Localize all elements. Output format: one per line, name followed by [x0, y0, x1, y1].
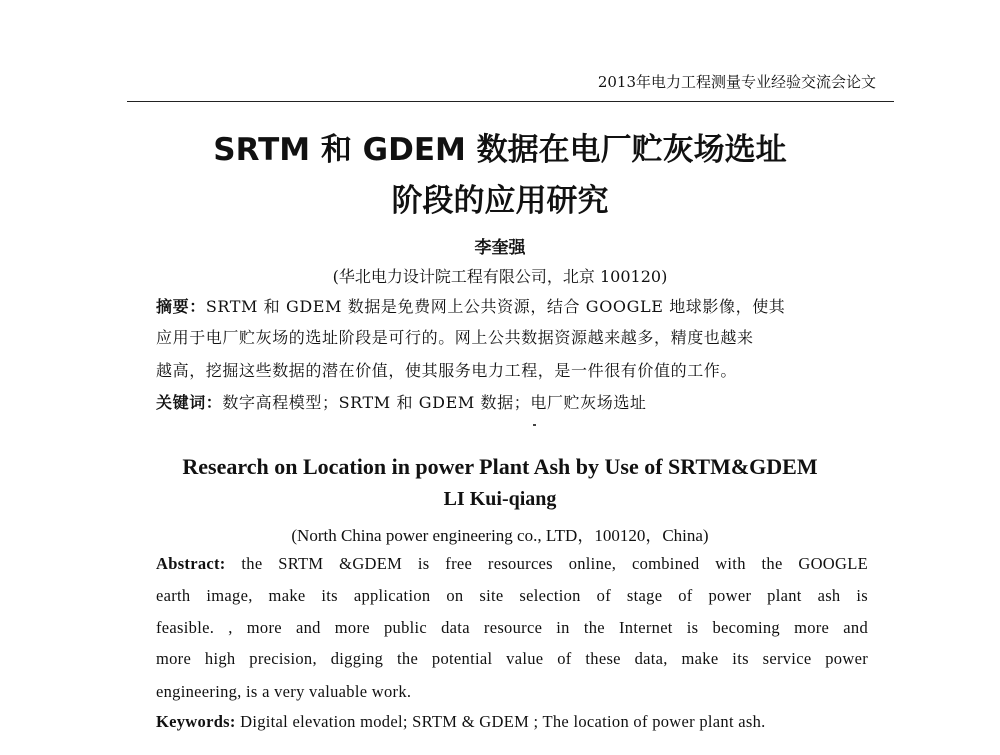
english-abstract-line-3: feasible. , more and more public data resource in the Internet is becoming more and: [156, 618, 868, 637]
chinese-abstract-line-1: [156, 294, 876, 317]
chinese-title-line-1: SRTM 和 GDEM 数据在电厂贮灰场选址: [213, 132, 787, 168]
english-affiliation: (North China power engineering co., LTD，100120，China): [291, 526, 709, 545]
english-keywords-text: Digital elevation model; SRTM & GDEM ; The location of power plant ash.: [240, 712, 766, 731]
chinese-title-line-2: 阶段的应用研究: [391, 183, 609, 219]
english-abstract-line-1: [156, 554, 868, 574]
english-abstract-label: Abstract:: [156, 554, 226, 573]
chinese-author: 李奎强: [474, 238, 526, 258]
chinese-keywords-text: 数字高程模型；SRTM 和 GDEM 数据；电厂贮灰场选址: [222, 393, 647, 412]
english-abstract-text-1: the SRTM &GDEM is free resources online, combined with the GOOGLE: [241, 554, 868, 573]
english-author: LI Kui-qiang: [443, 488, 557, 510]
chinese-abstract-label: 摘要：: [156, 297, 206, 316]
running-header: 2013年电力工程测量专业经验交流会论文: [597, 73, 876, 91]
separator-mark: [533, 424, 536, 426]
chinese-abstract-line-3: 越高，挖掘这些数据的潜在价值，使其服务电力工程，是一件很有价值的工作。: [156, 361, 738, 380]
english-title: Research on Location in power Plant Ash by Use of SRTM&GDEM: [182, 454, 818, 479]
english-abstract-line-5: engineering, is a very valuable work.: [156, 682, 412, 701]
chinese-affiliation: (华北电力设计院工程有限公司，北京 100120): [332, 267, 668, 286]
chinese-keywords: [156, 390, 876, 413]
chinese-keywords-label: 关键词：: [156, 393, 223, 412]
header-rule: [127, 101, 894, 102]
english-keywords-label: Keywords:: [156, 712, 236, 731]
chinese-abstract-line-2: 应用于电厂贮灰场的选址阶段是可行的。网上公共数据资源越来越多，精度也越来: [156, 328, 754, 347]
english-keywords: [156, 712, 868, 732]
english-abstract-line-2: earth image, make its application on site selection of stage of power plant ash is: [156, 586, 868, 605]
english-abstract-line-4: more high precision, digging the potential value of these data, make its service power: [156, 649, 868, 668]
chinese-abstract-text-1: SRTM 和 GDEM 数据是免费网上公共资源，结合 GOOGLE 地球影像，使其: [205, 297, 786, 316]
